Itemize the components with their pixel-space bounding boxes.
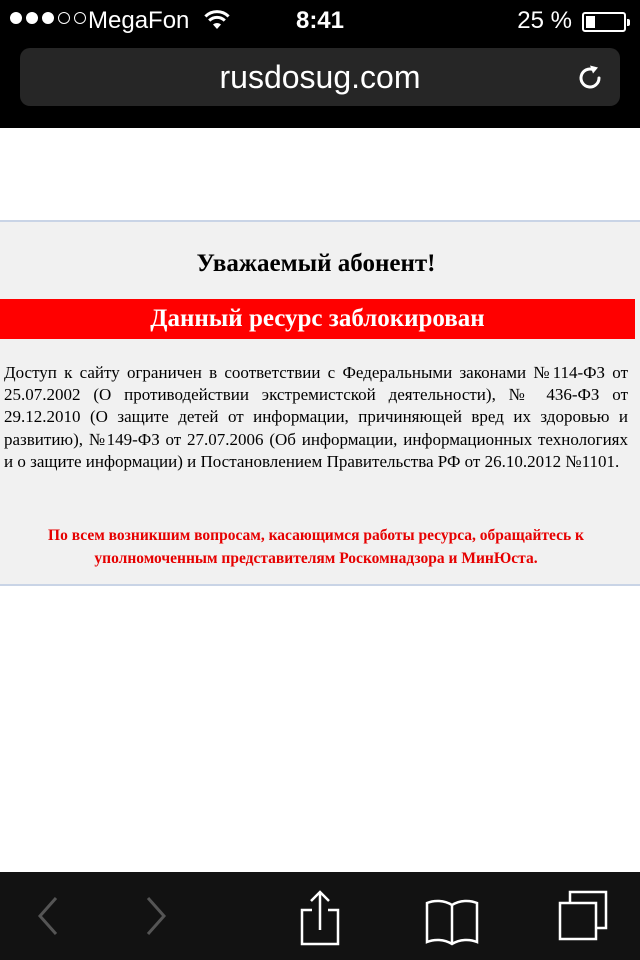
battery-level-fill: [586, 16, 595, 28]
battery-icon: [582, 12, 626, 32]
url-domain[interactable]: rusdosug.com: [219, 59, 421, 95]
address-bar[interactable]: [20, 48, 620, 106]
forward-chevron-icon: [118, 872, 198, 960]
legal-basis-text: Доступ к сайту ограничен в соответствии с Федеральными законами №114-ФЗ от 25.07.2002 (О противодействии экстремистской деятельности), № 436-ФЗ от 29.12.2010 (О защите детей от информации, причиняющей вред их здоровью и развитию), №149-ФЗ от 27.07.2006 (Об информации, информационных технологиях и о защите информации) и Постановлением Правительства РФ от 26.10.2012 №1101.: [4, 363, 628, 471]
tabs-icon: [544, 872, 624, 960]
bookmarks-icon: [412, 872, 492, 960]
contact-notice: По всем возникшим вопросам, касающимся работы ресурса, обращайтесь к уполномоченным представителям Роскомнадзора и МинЮста.: [48, 527, 584, 567]
forward-button[interactable]: [118, 872, 198, 960]
bookmarks-button[interactable]: [412, 872, 492, 960]
status-bar: [0, 0, 640, 40]
bottom-toolbar: [0, 872, 640, 960]
notice-greeting: Уважаемый абонент!: [196, 250, 436, 277]
block-notice-panel: [0, 220, 640, 586]
reload-icon[interactable]: [574, 62, 606, 94]
blocked-banner: Данный ресурс заблокирован: [0, 299, 635, 339]
back-button[interactable]: [4, 872, 84, 960]
share-button[interactable]: [280, 872, 360, 960]
share-icon: [280, 872, 360, 960]
page-top-blank: [0, 128, 640, 220]
browser-chrome: [0, 0, 640, 128]
back-chevron-icon: [4, 872, 84, 960]
carrier-name: MegaFon: [88, 7, 190, 34]
tabs-button[interactable]: [544, 872, 624, 960]
battery-percent: 25 %: [517, 7, 572, 34]
clock: 8:41: [295, 7, 345, 34]
